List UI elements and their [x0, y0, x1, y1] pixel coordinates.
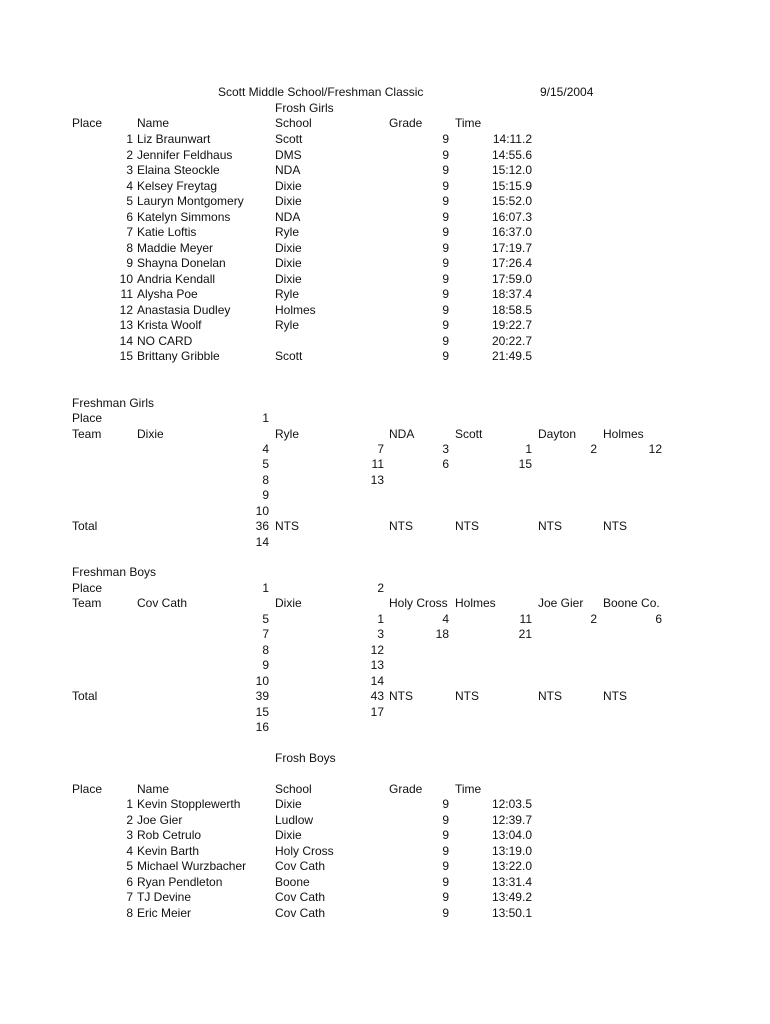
result-place: 10 — [119, 271, 133, 286]
team-score: 6 — [442, 457, 449, 471]
result-grade: 9 — [442, 812, 449, 827]
result-name: Krista Woolf — [137, 318, 202, 332]
result-grade: 9 — [442, 797, 449, 811]
col-header-place: Place — [72, 116, 103, 130]
result-grade: 9 — [442, 132, 449, 146]
team-score: 14 — [255, 535, 269, 549]
result-grade: 9 — [442, 859, 449, 873]
result-name: Katelyn Simmons — [137, 209, 231, 224]
result-school: Ryle — [275, 318, 300, 332]
total-label: Total — [72, 689, 98, 703]
team-name: NDA — [389, 427, 415, 441]
result-grade: 9 — [442, 874, 449, 889]
col-header-name: Name — [137, 782, 170, 796]
result-name: Jennifer Feldhaus — [137, 147, 233, 162]
team-total: NTS — [455, 689, 479, 703]
team-score: 5 — [262, 612, 269, 626]
team-score: 17 — [370, 705, 384, 719]
team-name: Dixie — [137, 427, 164, 441]
frosh-boys-heading: Frosh Boys — [275, 751, 336, 765]
team-score: 8 — [262, 473, 269, 487]
team-score: 10 — [255, 504, 269, 518]
team-total: NTS — [603, 689, 627, 703]
result-school: Ryle — [275, 287, 300, 301]
team-score: 1 — [377, 612, 384, 626]
result-grade: 9 — [442, 194, 449, 208]
result-name: Elaina Steockle — [137, 163, 220, 177]
result-name: Alysha Poe — [137, 287, 198, 301]
result-place: 9 — [126, 256, 133, 270]
team-total: NTS — [389, 689, 413, 703]
team-score: 2 — [590, 612, 597, 626]
result-school: Dixie — [275, 240, 302, 255]
result-name: Michael Wurzbacher — [137, 859, 247, 873]
team-total: NTS — [275, 519, 299, 533]
col-header-school: School — [275, 116, 312, 130]
result-grade: 9 — [442, 225, 449, 239]
result-name: Eric Meier — [137, 905, 192, 920]
result-time: 17:19.7 — [491, 240, 532, 255]
team-score: 10 — [255, 674, 269, 688]
result-name: Kelsey Freytag — [137, 178, 218, 193]
result-school: Dixie — [275, 178, 302, 193]
result-place: 8 — [126, 240, 133, 255]
team-name: Holy Cross — [389, 596, 448, 610]
result-grade: 9 — [442, 163, 449, 177]
col-header-name: Name — [137, 116, 170, 130]
team-label: Team — [72, 427, 102, 441]
team-score: 21 — [518, 627, 532, 641]
result-place: 6 — [126, 874, 133, 889]
result-name: Joe Gier — [137, 812, 183, 827]
result-time: 13:50.1 — [491, 905, 532, 920]
result-school: Dixie — [275, 194, 302, 208]
result-grade: 9 — [442, 302, 449, 317]
team-name: Holmes — [603, 427, 644, 441]
result-school: Cov Cath — [275, 859, 326, 873]
team-total: NTS — [538, 519, 562, 533]
result-grade: 9 — [442, 333, 449, 348]
result-grade: 9 — [442, 318, 449, 332]
team-score: 11 — [371, 457, 384, 471]
result-place: 2 — [126, 812, 133, 827]
result-time: 13:19.0 — [491, 843, 532, 858]
freshman-boys-heading: Freshman Boys — [72, 565, 157, 579]
result-school: Cov Cath — [275, 890, 326, 904]
result-school: Holy Cross — [275, 843, 334, 858]
frosh-girls-heading: Frosh Girls — [275, 101, 334, 115]
team-name: Cov Cath — [137, 596, 188, 610]
col-header-grade: Grade — [389, 782, 423, 796]
team-score: 9 — [262, 658, 269, 672]
result-time: 12:39.7 — [491, 812, 532, 827]
team-score: 1 — [525, 442, 532, 456]
result-place: 12 — [119, 302, 133, 317]
team-score: 18 — [435, 627, 449, 641]
team-name: Holmes — [455, 596, 496, 610]
result-time: 20:22.7 — [491, 333, 532, 348]
result-grade: 9 — [442, 843, 449, 858]
team-score: 16 — [255, 720, 269, 734]
result-school: DMS — [275, 147, 302, 162]
team-total: 43 — [370, 689, 384, 703]
result-time: 21:49.5 — [491, 349, 532, 363]
result-school: NDA — [275, 209, 301, 224]
team-score: 3 — [377, 627, 384, 641]
team-total: 39 — [255, 689, 269, 703]
team-total: 36 — [255, 519, 269, 533]
result-school: Scott — [275, 349, 303, 363]
result-grade: 9 — [442, 905, 449, 920]
result-name: Kevin Stopplewerth — [137, 797, 241, 811]
result-time: 15:52.0 — [491, 194, 532, 208]
team-score: 12 — [370, 643, 384, 657]
team-score: 7 — [262, 627, 269, 641]
team-total: NTS — [455, 519, 479, 533]
team-score: 4 — [442, 612, 449, 626]
result-place: 4 — [126, 843, 133, 858]
team-name: Dixie — [275, 596, 302, 610]
result-place: 7 — [126, 225, 133, 239]
result-name: Katie Loftis — [137, 225, 197, 239]
result-school: NDA — [275, 163, 301, 177]
team-place-label: Place — [72, 411, 103, 425]
result-place: 3 — [126, 828, 133, 842]
result-place: 11 — [120, 287, 133, 301]
result-place: 7 — [126, 890, 133, 904]
col-header-school: School — [275, 782, 312, 796]
team-total: NTS — [389, 519, 413, 533]
result-time: 14:11.2 — [492, 132, 532, 146]
result-time: 16:07.3 — [491, 209, 532, 224]
result-time: 17:59.0 — [491, 271, 532, 286]
team-score: 2 — [590, 442, 597, 456]
result-time: 13:04.0 — [491, 828, 532, 842]
page-title: Scott Middle School/Freshman Classic — [218, 85, 424, 99]
result-school: Dixie — [275, 271, 302, 286]
result-grade: 9 — [442, 828, 449, 842]
result-time: 13:31.4 — [491, 874, 532, 889]
col-header-place: Place — [72, 782, 103, 796]
result-time: 13:49.2 — [491, 890, 532, 904]
result-place: 3 — [126, 163, 133, 177]
col-header-time: Time — [455, 116, 482, 130]
team-name: Boone Co. — [603, 596, 660, 610]
team-score: 6 — [655, 612, 662, 626]
result-time: 15:12.0 — [491, 163, 532, 177]
result-grade: 9 — [442, 147, 449, 162]
team-total: NTS — [538, 689, 562, 703]
result-name: Shayna Donelan — [137, 256, 226, 270]
team-score: 14 — [370, 674, 384, 688]
team-score: 4 — [262, 442, 269, 456]
col-header-grade: Grade — [389, 116, 423, 130]
result-school: Dixie — [275, 797, 302, 811]
result-name: TJ Devine — [137, 890, 192, 904]
result-grade: 9 — [442, 209, 449, 224]
result-time: 18:58.5 — [491, 302, 532, 317]
team-place-value: 1 — [262, 581, 269, 595]
result-name: Maddie Meyer — [137, 240, 214, 255]
result-school: Ludlow — [275, 812, 314, 827]
result-place: 13 — [119, 318, 133, 332]
result-school: Scott — [275, 132, 303, 146]
result-grade: 9 — [442, 256, 449, 270]
result-grade: 9 — [442, 271, 449, 286]
team-score: 9 — [262, 488, 269, 502]
team-name: Scott — [455, 427, 483, 441]
result-place: 1 — [126, 797, 133, 811]
result-name: Liz Braunwart — [137, 132, 211, 146]
team-score: 13 — [370, 658, 384, 672]
result-place: 14 — [119, 333, 133, 348]
result-grade: 9 — [442, 890, 449, 904]
team-name: Joe Gier — [538, 596, 584, 610]
result-name: Lauryn Montgomery — [137, 194, 244, 208]
result-time: 16:37.0 — [491, 225, 532, 239]
result-name: Brittany Gribble — [137, 349, 220, 363]
result-place: 4 — [126, 178, 133, 193]
result-time: 19:22.7 — [491, 318, 532, 332]
result-school: Cov Cath — [275, 905, 326, 920]
result-time: 13:22.0 — [491, 859, 532, 873]
result-place: 15 — [119, 349, 133, 363]
team-score: 11 — [519, 612, 532, 626]
result-place: 2 — [126, 147, 133, 162]
team-score: 12 — [648, 442, 662, 456]
result-place: 5 — [126, 859, 133, 873]
team-score: 15 — [255, 705, 269, 719]
team-place-value: 1 — [262, 411, 269, 425]
team-name: Dayton — [538, 427, 577, 441]
freshman-girls-heading: Freshman Girls — [72, 396, 155, 410]
col-header-time: Time — [455, 782, 482, 796]
result-name: Kevin Barth — [137, 843, 200, 858]
team-total: NTS — [603, 519, 627, 533]
result-grade: 9 — [442, 240, 449, 255]
result-place: 6 — [126, 209, 133, 224]
team-name: Ryle — [275, 427, 300, 441]
result-time: 18:37.4 — [491, 287, 532, 301]
result-school: Ryle — [275, 225, 300, 239]
result-place: 8 — [126, 905, 133, 920]
result-school: Dixie — [275, 256, 302, 270]
result-time: 12:03.5 — [491, 797, 532, 811]
team-score: 3 — [442, 442, 449, 456]
result-time: 14:55.6 — [491, 147, 532, 162]
result-name: Andria Kendall — [137, 271, 216, 286]
result-school: Holmes — [275, 302, 316, 317]
team-place-value: 2 — [377, 581, 384, 595]
result-name: Rob Cetrulo — [137, 828, 202, 842]
team-score: 13 — [370, 473, 384, 487]
team-label: Team — [72, 596, 102, 610]
result-name: NO CARD — [137, 333, 193, 348]
team-place-label: Place — [72, 581, 103, 595]
result-grade: 9 — [442, 349, 449, 363]
team-score: 7 — [377, 442, 384, 456]
result-name: Anastasia Dudley — [137, 302, 231, 317]
result-grade: 9 — [442, 287, 449, 301]
team-score: 15 — [518, 457, 532, 471]
team-score: 5 — [262, 457, 269, 471]
result-time: 17:26.4 — [491, 256, 532, 270]
team-score: 8 — [262, 643, 269, 657]
result-grade: 9 — [442, 178, 449, 193]
result-school: Dixie — [275, 828, 302, 842]
result-school: Boone — [275, 874, 310, 889]
meet-date: 9/15/2004 — [540, 85, 594, 99]
result-name: Ryan Pendleton — [137, 874, 223, 889]
total-label: Total — [72, 519, 98, 533]
result-place: 5 — [126, 194, 133, 208]
result-place: 1 — [126, 132, 133, 146]
result-time: 15:15.9 — [491, 178, 532, 193]
